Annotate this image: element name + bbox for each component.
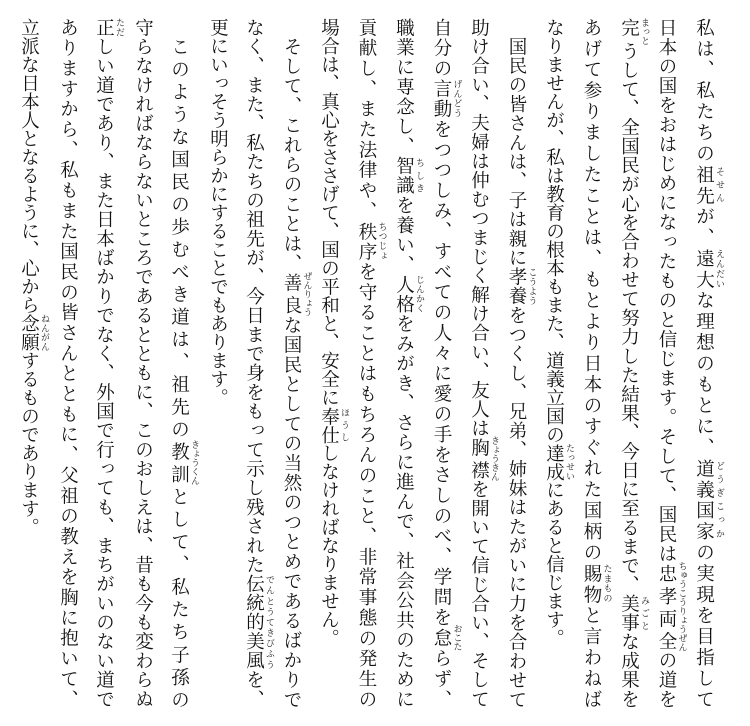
- text-segment: そして、これらのことは、: [281, 36, 302, 273]
- text-segment: を養い、: [393, 195, 415, 275]
- ruby-word: [543, 443, 574, 481]
- text-column: [162, 18, 200, 708]
- text-column: [649, 18, 687, 708]
- text-segment: しい道であり、また日本ばかりでなく、外国で行っても、まちがいのない道で: [93, 37, 115, 709]
- ruby-word: [168, 439, 199, 485]
- ruby-base-text: 正: [93, 18, 115, 38]
- ruby-base-text: 奉仕: [318, 406, 340, 444]
- ruby-base-text: 達成: [543, 443, 565, 481]
- text-column: [199, 18, 237, 708]
- text-segment: ありますから、私もまた国民の皆さんとともに、父祖の教えを胸に抱いて、: [57, 18, 79, 709]
- furigana-reading: こうよう: [526, 266, 537, 305]
- text-column: [237, 18, 275, 708]
- text-column: [87, 18, 125, 708]
- ruby-base-text: 善良: [281, 270, 302, 316]
- text-segment: 職業に専念し、: [393, 18, 415, 157]
- ruby-base-text: 胸襟: [468, 435, 490, 481]
- furigana-reading: じんかく: [414, 274, 424, 313]
- ruby-base-text: 念願: [18, 314, 40, 351]
- furigana-reading: ぜんりょう: [301, 270, 312, 316]
- furigana-reading: きょうくん: [189, 439, 199, 485]
- ruby-base-text: 孝養: [506, 266, 527, 306]
- text-segment: をみがき、さらに進んで、社会公共のために: [393, 314, 415, 708]
- ruby-base-text: 祖先: [693, 164, 715, 207]
- text-segment: 立派な日本人となるように、心から: [18, 18, 40, 314]
- text-segment: として、私たち子孫の: [168, 482, 190, 709]
- furigana-reading: そせん: [714, 164, 724, 205]
- text-segment: なりませんが、私は教育の根本もまた、道義立国の: [543, 18, 565, 444]
- text-segment: な国民としての当然のつとめであるばかりで: [281, 313, 302, 708]
- ruby-base-text: 遠大: [693, 248, 715, 291]
- text-segment: をつつしみ、すべての人々に愛の手をさしのべ、学問を: [431, 119, 452, 629]
- text-column: [274, 18, 312, 708]
- ruby-word: [618, 18, 649, 45]
- furigana-reading: げんどう: [451, 79, 462, 118]
- text-column: [12, 18, 50, 708]
- vertical-text-body: [12, 18, 725, 708]
- ruby-word: [581, 563, 612, 606]
- text-segment: 更にいっそう明らかにすることでもあります。: [207, 18, 229, 407]
- ruby-word: [431, 624, 462, 652]
- ruby-word: [693, 164, 724, 207]
- text-segment: 助け合い、夫婦は仲むつまじく解け合い、友人は: [468, 18, 490, 438]
- furigana-reading: まっと: [639, 18, 649, 45]
- text-segment: このような国民の歩むべき道は、祖先の: [168, 36, 190, 442]
- furigana-reading: でんとうてきびふう: [264, 574, 274, 670]
- text-segment: らず、: [431, 647, 452, 709]
- ruby-word: [93, 18, 124, 38]
- text-segment: うして、全国民が心を合わせて努力した結果、今日に至るまで、: [618, 41, 640, 595]
- furigana-reading: ほうし: [339, 406, 349, 444]
- ruby-base-text: 教訓: [168, 439, 190, 485]
- ruby-base-text: 智識: [393, 156, 415, 196]
- text-column: [387, 18, 425, 708]
- ruby-word: [431, 79, 462, 120]
- ruby-base-text: 言動: [431, 79, 452, 120]
- ruby-base-text: 道義国家: [693, 458, 715, 543]
- ruby-word: [656, 561, 687, 652]
- text-segment: 私は、私たちの: [693, 18, 715, 165]
- furigana-reading: どうぎこっか: [714, 458, 724, 541]
- text-segment: 貢献し、また法律や、: [356, 18, 377, 222]
- text-segment: あげて参りましたことは、もとより日本のすぐれた国柄の: [581, 18, 602, 564]
- ruby-base-text: 怠: [431, 624, 452, 652]
- ruby-word: [468, 435, 499, 481]
- furigana-reading: えんだい: [714, 248, 724, 289]
- text-column: [537, 18, 575, 708]
- text-segment: を守ることはもちろんのこと、非常事態の発生の: [356, 262, 377, 709]
- ruby-word: [393, 274, 424, 315]
- text-column: [312, 18, 350, 708]
- ruby-word: [393, 156, 424, 196]
- text-segment: なく、また、私たちの祖先が、今日まで身をもって示し残された: [243, 18, 265, 575]
- text-column: [49, 18, 87, 708]
- furigana-reading: ちしき: [414, 156, 424, 195]
- ruby-base-text: 人格: [393, 274, 415, 315]
- text-column: [687, 18, 725, 708]
- furigana-reading: たっせい: [564, 443, 574, 481]
- ruby-word: [356, 221, 387, 263]
- ruby-word: [243, 574, 274, 671]
- ruby-base-text: 忠孝両全: [656, 561, 677, 652]
- text-column: [499, 18, 537, 708]
- furigana-reading: ねんがん: [39, 314, 49, 351]
- furigana-reading: おこた: [451, 624, 462, 652]
- text-column: [462, 18, 500, 708]
- text-segment: と言わねば: [581, 605, 602, 708]
- text-segment: の道を: [656, 649, 677, 709]
- ruby-word: [318, 406, 349, 444]
- ruby-word: [693, 458, 724, 543]
- text-segment: を、: [243, 670, 265, 709]
- text-segment: な成果を: [618, 632, 640, 709]
- text-column: [574, 18, 612, 708]
- furigana-reading: みごと: [639, 594, 649, 632]
- text-column: [124, 18, 162, 708]
- ruby-word: [693, 248, 724, 291]
- text-segment: 守らなければならないところであるとともに、このおしえは、昔も今も変わらぬ: [132, 18, 154, 708]
- ruby-base-text: 美事: [618, 594, 640, 633]
- furigana-reading: ただ: [114, 18, 124, 37]
- furigana-reading: ちつじょ: [376, 221, 387, 261]
- ruby-base-text: 完: [618, 18, 640, 45]
- furigana-reading: ちゅうこうりょうぜん: [676, 561, 687, 652]
- text-segment: 日本の国をおはじめになったものと信じます。そして、国民は: [656, 18, 677, 564]
- text-segment: の実現を目指して: [693, 542, 715, 708]
- text-segment: 場合は、真心をささげて、国の平和と、安全に: [318, 18, 340, 407]
- text-segment: を開いて信じ合い、そして: [468, 478, 490, 709]
- ruby-word: [281, 270, 312, 316]
- text-segment: が、: [693, 206, 715, 249]
- text-segment: するものであります。: [18, 351, 40, 536]
- text-segment: にあると信じます。: [543, 480, 565, 647]
- text-segment: な理想のもとに、: [693, 290, 715, 459]
- ruby-word: [618, 594, 649, 633]
- text-column: [612, 18, 650, 708]
- ruby-word: [18, 314, 49, 351]
- text-segment: しなければなりません。: [318, 443, 340, 647]
- furigana-reading: きょうきん: [489, 435, 499, 481]
- text-segment: をつくし、兄弟、姉妹はたがいに力を合わせて: [506, 305, 527, 709]
- ruby-base-text: 秩序: [356, 221, 377, 263]
- furigana-reading: たまもの: [601, 563, 612, 604]
- text-column: [349, 18, 387, 708]
- ruby-word: [506, 266, 537, 306]
- ruby-base-text: 賜物: [581, 563, 602, 606]
- text-column: [424, 18, 462, 708]
- text-segment: 自分の: [431, 18, 452, 79]
- ruby-base-text: 伝統的美風: [243, 574, 265, 671]
- text-segment: 国民の皆さんは、子は親に: [506, 36, 527, 267]
